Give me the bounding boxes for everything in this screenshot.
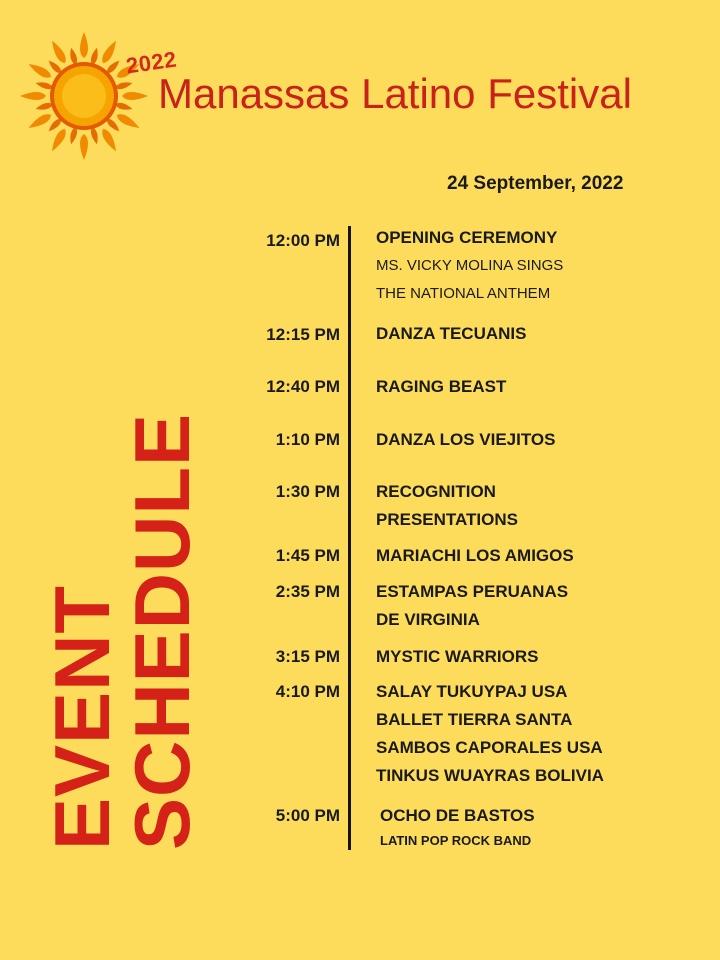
event-title: DE VIRGINIA [376,610,480,629]
event-title: RECOGNITION [376,482,496,501]
time-slot: 1:45 PM [275,546,340,565]
event-schedule-heading [38,390,206,850]
event-entry [376,320,526,348]
festival-year: 2022 [124,46,179,79]
event-title: SAMBOS CAPORALES USA [376,738,603,757]
event-entry [376,373,506,401]
event-entry [376,224,563,308]
timeline-divider [348,226,351,850]
time-slot: 5:00 PM [275,806,340,825]
time-slot: 12:40 PM [266,377,340,396]
time-slot: 3:15 PM [275,647,340,666]
event-title: RAGING BEAST [376,377,507,396]
event-title: MYSTIC WARRIORS [376,647,539,666]
heading-line-schedule: SCHEDULE [118,412,206,850]
time-slot: 12:00 PM [266,231,340,250]
event-title: DANZA TECUANIS [376,324,527,343]
festival-title: Manassas Latino Festival [158,70,632,117]
time-slot: 1:30 PM [275,482,340,501]
time-slot: 12:15 PM [266,325,340,344]
event-detail: MS. VICKY MOLINA SINGS [376,257,564,274]
heading-line-event: EVENT [38,584,126,850]
event-detail: LATIN POP ROCK BAND [380,833,532,848]
time-slot: 1:10 PM [275,430,340,449]
event-title: MARIACHI LOS AMIGOS [376,546,574,565]
event-title: ESTAMPAS PERUANAS [376,582,569,601]
event-entry [376,578,568,634]
event-title: OCHO DE BASTOS [380,806,535,825]
event-entry [376,478,518,534]
event-detail: THE NATIONAL ANTHEM [376,285,551,302]
event-entry [380,802,535,852]
event-entry [376,678,604,790]
event-entry [376,426,555,454]
time-slot: 2:35 PM [275,582,340,601]
event-title: OPENING CEREMONY [376,228,558,247]
event-title: SALAY TUKUYPAJ USA [376,682,568,701]
event-entry [376,643,538,671]
event-title: TINKUS WUAYRAS BOLIVIA [376,766,604,785]
event-date: 24 September, 2022 [447,173,624,194]
sun-icon [18,30,150,162]
time-slot: 4:10 PM [275,682,340,701]
event-title: BALLET TIERRA SANTA [376,710,573,729]
event-title: PRESENTATIONS [376,510,518,529]
event-entry [376,542,574,570]
event-title: DANZA LOS VIEJITOS [376,430,556,449]
